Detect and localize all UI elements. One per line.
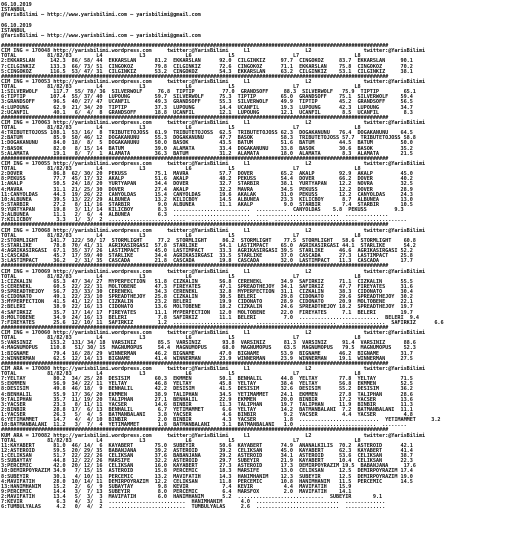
race-row: 5:STARBIR 27.2 8/ 11/ 16 STARBIR 9.0 ALBUNEA 11.1 AKALP 9.0 STARBIR 7.4 STARBIR 10.5 xyxy=(1,201,413,208)
race-row: 5:SUBAYTAY 44.8 12/ 22/ 26 MARSIFE 32.2 ASTEROID 29.7 SUBEYIR 21.9 KAYABERT 10.4 CELIKSAN 22.3 xyxy=(1,458,413,465)
race-row: 1:SILVERWOLF 117.7 55/ 78/ 36 SILVERWOLF 76.8 TIPTIP 77.0 GRANDSOFF 88.3 SILVERWOLF 75.9 TIPTIP 65.1 xyxy=(1,89,416,96)
race-header: KUM ARA = 170082 http://yarisbilimi.wordpress.com twitter:@YarisBilimi L1 L2 twitter:@YarisBilimi xyxy=(1,432,426,439)
race-row: 9:SPREADTHEJOY 56.7 23/ 33/ 30 CERENEKL 34.3 CERENEKL 32.8 MYPERFECTION 31.1 CIZKALIN 38.3 CIDONATO 30.4 xyxy=(1,289,413,295)
section-divider: ############################################################################################################################## xyxy=(1,73,389,80)
race-row: 4:MAGNUMOPUS 110.8 51/ 30/ 15 MAGNUMOPUS 54.4 MAGNUMOPUS 68.0 MAGNUMOPUS 63.5 MAGNUMOPUS 79.5 MAGNUMOPUS 52.3 xyxy=(1,345,416,352)
race-row: 4:SAFIRKIZ 35.7 17/ 14/ 17 FIREYATES 11.1 MYPERFECTION 12.0 MOLTOBENE 22.0 FIREYATES 7.1 BELERI 19.7 xyxy=(1,309,413,316)
race-row: 2:BELERI 38.9 22/ 16/ 13 CIDONATO 13.6 MOLTOBENE 18.2 CIZKALIN 24.6 SPREADTHEJOY 18.2 SPREADTHEJOY 19.7 xyxy=(1,304,413,311)
header-line: ISTANBUL xyxy=(1,7,26,14)
column-header: TOTAL 81/82/83 L4 L3 L6 L5 L7 L8 xyxy=(1,84,361,90)
race-row: 3:ALBUNEA 11.1 2/ 6/ 4 ALBUNEA 6.3 ......................... ........................... .............. xyxy=(1,212,389,219)
race-header: CIM ING = 170063 http://yarisbilimi.wordpress.com twitter:@YarisBilimi L1 L2 twitter:@YarisBilimi xyxy=(1,119,426,126)
race-header: CIM ING = 170055 http://yarisbilimi.wordpress.com twitter:@YarisBilimi L1 L2 twitter:@YarisBilimi xyxy=(1,160,426,167)
race-row: 11:KAYABERT 81.0 46/ 14/ 6 KAYABERT 75.0 SUBEYIR 50.6 KAYABERT 74.9 ANANALKILIS 70.2 ASTEROID 42.1 xyxy=(1,442,413,449)
race-row: 10:DEMIRPOYRAZIM 34.9 7/ 15/ 15 ASTEROID 15.8 PERCEMIC 18.3 MARSIFE 13.0 CELIKSAN 12.5 DEMIRPOYRAZIM 17.4 xyxy=(1,468,413,475)
race-row: 8:SUBEYIR 30.1 4/ 10/ 11 PERCEMIC 13.2 MAVIFATIH 14.3 HANIMHANIM 12.3 SUBEYIR 12.5 DEMIRPOYRAZIM 19.0 xyxy=(1,473,413,480)
header-line: 06.10.2019 xyxy=(1,22,32,29)
race-row: 4:MAVIFATIH 28.0 10/ 14/ 11 DEMIRPOYRAZIM 12.2 CELIKSAN 11.8 PERCEMIC 10.8 HANIMHANIM 11.5 PERCEMIC 14.5 xyxy=(1,478,413,485)
race-row: 2:DOVER 86.8 62/ 30/ 20 PEKUSS 75.1 MAVRA 57.7 DOVER 65.2 AKALP 92.9 AKALP 45.0 xyxy=(1,171,413,178)
race-row: 11:CANYOLDAS 44.3 19/ 26/ 22 CANYOLDAS 15.4 CANYOLDAS 19.6 AKALAK 31.0 PEKUSS 12.2 CANYOLDAS 24.3 xyxy=(1,191,413,198)
race-row: 7:BASOK 82.0 8/ 15/ 14 BATUM 39.0 ALAMATA 33.4 DOGAKANUNU 33.8 BASOK 30.6 BASOK 35.2 xyxy=(1,145,413,152)
race-header: CIM ING = 170060 http://yarisbilimi.wordpress.com twitter:@YarisBilimi L1 L2 twitter:@YarisBilimi xyxy=(1,330,426,336)
column-header: TOTAL 81/82/83 L4 L3 L6 L5 L7 L8 xyxy=(1,371,361,377)
race-row: 7:KILICBOY 3.3 1/ 3/ 2 ......................... ......................... ........................... .............. xyxy=(1,217,407,224)
race-row: 4:LUPOUNG 62.9 21/ 34/ 20 TIPTIP 37.3 LUPOUNG 14.4 UCANFIL 19.3 LUPOUNG 42.3 LUPOUNG 34.7 xyxy=(1,104,413,111)
race-row: 13:HANIMHANIM 15.2 2/ 6/ 9 SUBAYTAY 9.8 KEVIR 7.4 KEVIR 4.4 MAVIFATIH 15.9 xyxy=(1,483,352,490)
race-row: 2:MAVIFATIH 13.4 5/ 3/ 3 MAVIFATIH 6.0 HANIMHANIM 5.2 ............................ SUBEYIR 9.1 xyxy=(1,494,383,500)
race-row: 4:TRIBUTETOJOSS 108.1 53/ 16/ 8 TRIBUTETOJOSS 61.9 TRIBUTETOJOSS 62.5 TRIBUTETOJOSS 62.3 DOGAKANUNU 76.4 DOGAKANUNU 64.5 xyxy=(1,130,413,137)
race-row: 10:BATMANBALANI 11.2 3/ 7/ 4 YETIMAMMET 1.8 BATMANBALANI 3.1 BATMANBALANI 1.0 ......................... ........ xyxy=(1,422,407,429)
race-row: 3:MYPERFECTION 41.5 41/ 12/ 13 CIZKALIN 23.2 BELERI 19.9 CIDONATO 28.9 CIDONATO 20.9 MOLTOBENE 22.1 xyxy=(1,299,413,306)
race-row: 1:CELIKSAN 51.7 22/ 22/ 26 CELIKSAN 37.6 BABANJANA 29.2 ASTEROID 34.1 ASTEROID 53.6 CELIKSAN 38.7 xyxy=(1,453,413,459)
race-row: 7:CILGINKIZ 133.3 66/ 73/ 51 CINGOKOZ 79.8 CILGINKIZ 72.6 CINGOKOZ 71.1 EKKARSLAN 75.8 CINGOKOZ 70.2 xyxy=(1,63,413,70)
race-row: 8:PEKUSS 77.7 45/ 17/ 32 AKALP 51.6 AKALP 48.2 PEKUSS 54.4 DOVER 66.2 DOVER 40.2 xyxy=(1,176,413,183)
race-row: 5:ALAMATA 19.1 8/ 7/ 1 ALAMATA 36.3 BATUM 31.2 ALAMATA 18.0 ALAMATA 8.3 ALAMATA 21.5 xyxy=(1,150,413,157)
column-header: TOTAL 81/82/83 L4 L3 L6 L5 L7 L8 xyxy=(1,53,361,60)
race-row: 5:CERENEKL 60.5 22/ 22/ 31 MOLTOBENE 47.3 FIREYATES 47.1 SPREADTHEJOY 34.1 SAFIRKIZ 47.7 FIREYATES 31.6 xyxy=(1,283,413,290)
race-row: 9:PERCEMIC 14.4 3/ 7/ 13 SUBEYIR 8.0 PERCEMIC 6.4 MARSFOX 2.0 MAVIFATIH 14.1 xyxy=(1,488,352,495)
race-row: 8:MOLTOBENE 34.9 24/ 16/ 13 BELERI 7.8 SAFIRKIZ 11.1 BELERI 7.0 .......................... BELERI 9.4 xyxy=(1,314,419,321)
section-divider: ############################################################################################################################## xyxy=(1,155,389,162)
race-row: 12:ASTEROID 59.5 20/ 29/ 35 BABANJANA 39.2 ASTEROID 39.2 CELIKSAN 45.0 KAYABERT 62.3 KAYABERT 41.4 xyxy=(1,447,413,454)
race-row: 9:YURTYAPAN 19.8 3/ 11/ 14 KILICBOY 8.3 ......................... .......... CANYOLDAS 5.8 PEKUSS 9.3 xyxy=(1,207,404,213)
race-row: 5:EKMMEN 56.9 34/ 22/ 11 YELTAY 46.8 YELTAY 45.8 YELTAY 38.4 YELTAY 56.8 EKMMEN 52.5 xyxy=(1,381,413,388)
race-row: 8:DESISIM 49.8 46/ 18/ 9 BENHALIL 42.2 DESISIM 41.5 DESISIM 32.6 DESISIM 55.2 DESISIM 36.2 xyxy=(1,386,413,393)
column-header: TOTAL 81/82/83 L4 L3 L6 L5 L7 L8 xyxy=(1,335,361,342)
race-row: 1:CIZKALIN 65.3 47/ 34/ 27 MYPERFECTION 51.8 CIZKALIN 56.8 CERENEKL 34.9 SAFIRKIZ 71.1 CIZKALIN 55.5 xyxy=(1,278,413,285)
race-row: 9:TALIPHAN 35.7 11/ 19/ 20 TALIPHAN 27.1 BENHALIL 22.9 EKMMEN 20.0 BINBIR 17.2 YACSER 13.6 xyxy=(1,396,413,403)
column-header: TOTAL 81/82/83 L4 L3 L6 L5 L7 L8 xyxy=(1,125,361,131)
race-row: 6:CIDONATO 49.1 22/ 23/ 10 SPREADTHEJOY 25.8 CIZKALIN 30.5 BELERI 29.8 CIDONATO 29.6 SPREADTHEJOY 30.2 xyxy=(1,294,413,301)
race-row: 3:LASTIMPACT 36.2 2/ 31/ 35 CASCADA 21.8 CASCADA 19.8 CASCADA 32.0 LASTIMPACT 11.3 CASCADA 17.7 xyxy=(1,258,413,265)
section-divider: ############################################################################################################################## xyxy=(1,114,389,121)
race-header: CIM ARA = 170080 http://yarisbilimi.wordpress.com twitter:@YarisBilimi L1 L2 twitter:@YarisBilimi xyxy=(1,365,426,372)
race-row: 3:YACSER 23.3 8/ 11/ 11 YACSER 14.6 BINBIR 11.3 TALIPHAN 19.7 TALIPHAN 11.9 BINBIR 11.3 xyxy=(1,401,413,408)
race-row: 5:VARSINIZ 153.2 131/ 34/ 18 VARSINIZ 85.5 VARSINIZ 93.8 VARSINIZ 81.3 VARSINIZ 91.4 VARSINIZ 88.6 xyxy=(1,340,416,347)
section-divider: ############################################################################################################################## xyxy=(1,360,389,367)
race-row: 10:ALBUNEA 39.5 13/ 22/ 29 ALBUNEA 13.2 KILICBOY 14.5 ALBUNEA 23.3 KILICBOY 8.7 ALBUNEA 13.0 xyxy=(1,196,413,203)
race-row: 3:GRANDSOFF 96.5 40/ 27/ 47 UCANFIL 49.3 GRANDSOFF 55.3 SILVERWOLF 49.9 TIPTIP 45.2 GRANDSOFF 56.5 xyxy=(1,99,413,106)
race-row: 5:CINGOKOZ 116.5 53/ 47/ 31 CILGINKIZ 53.2 CINGOKOZ 54.3 EKKARSLAN 63.2 CILGINKIZ 53.1 CILGINKIZ 38.1 xyxy=(1,68,413,75)
race-row: 2:UCANFIL 40.1 6/ 4/ 8 GRANDSOFF 18.8 UCANFIL 12.1 LUPOUNG 12.1 UCANFIL 8.5 UCANFIL 8.3 xyxy=(1,109,413,116)
race-row: 2:WINNERMAN 62.5 12/ 14/ 13 BIGNAME 41.4 WINNERMAN 23.9 WINNERMAN 23.9 WINNERMAN 19.1 WINNERMAN 27.5 xyxy=(1,355,413,362)
race-row: 2:BINBIR 28.8 17/ 6/ 13 BENHALIL 6.7 YETIMAMMET 6.6 YELTAY 14.2 BATMANBALANI 7.2 BATMANBALANI 11.1 xyxy=(1,406,413,413)
section-divider: ############################################################################################################################## xyxy=(1,427,389,434)
race-row: 2:STORMLIGHT 141.7 122/ 50/ 17 STORMLIGHT 77.2 STORMLIGHT 86.2 STORMLIGHT 77.5 STORMLIGHT 58.6 STORMLIGHT 60.8 xyxy=(1,237,416,244)
race-row: 6:TIPTIP 107.4 55/ 37/ 40 LUPOUNG 59.7 SILVERWOLF 75.3 TIPTIP 65.0 GRANDSOFF 75.1 SILVERWOLF 59.4 xyxy=(1,94,413,101)
race-row: 1:CASCADA 45.7 17/ 59/ 40 STARLIKE 34.4 AGRIKASIRGASI 33.5 STARLIKE 37.0 CASCADA 27.3 LASTIMPACT 25.8 xyxy=(1,253,413,260)
column-header: TOTAL 81/82/83 L4 L3 L6 L5 L7 L8 xyxy=(1,273,361,280)
race-header: CIM ING = 170053 http://yarisbilimi.wordpress.com twitter:@YarisBilimi L1 L2 twitter:@YarisBilimi xyxy=(1,78,426,85)
race-row: 6:YETIMAMMET 14.7 4/ 4/ 10 BINBIR 2.0 BINBIR 4.3 YACSER 1.8 .......................... YETIMAMMET 3.2 xyxy=(1,417,441,424)
section-divider: ############################################################################################################################## xyxy=(1,263,389,270)
race-row: 4:AGRIKASIRGASI 67.1 35/ 37/ 26 LASTIMPACT 45.0 LASTIMPACT 33.3 AGRIKASIRGASI 39.5 STARLIKE 46.6 AGRIKASIRGASI 52.2 xyxy=(1,248,413,254)
header-line: 06.10.2019 xyxy=(1,2,32,8)
race-header: CIM ING = 170068 http://yarisbilimi.wordpress.com twitter:@YarisBilimi L1 L2 twitter:@YarisBilimi xyxy=(1,227,426,234)
header-line: @YarisBilimi — http://www.yarisbilimi.com — yarisbilimi@gmail.com xyxy=(1,12,201,19)
race-row: 4:BENHALIL 55.9 17/ 36/ 20 EKMMEN 38.9 TALIPHAN 34.5 YETIMAMMET 24.1 EKMMEN 27.8 TALIPHAN 28.6 xyxy=(1,391,413,398)
race-row: 7:YELTAY 80.2 34/ 25/ 28 DESISIM 60.3 EKMMEN 50.1 BENHALIL 44.8 YELTAY 77.8 YELTAY 71.5 xyxy=(1,376,413,383)
race-row: 7:FIREYATES 25.6 12/ 10/ 11 SAFIRKIZ 1.2 ......................... .......................... .............. SAFIRKIZ 6.6 xyxy=(1,319,444,326)
race-row: 2:BATUM 85.9 50/ 46/ 12 DOGAKANUNU 55.3 DOGAKANUNU 47.7 BASOK 58.3 TRIBUTETOJOSS 57.7 TRIBUTETOJOSS 58.8 xyxy=(1,135,416,142)
column-header: TOTAL 81/82/83 L4 L3 L6 L5 L7 L8 xyxy=(1,232,361,239)
section-divider: ############################################################################################################################## xyxy=(1,43,389,49)
race-row: 7:KEVIR 6.3 4/ 3/ 1 ......................... HANIMHANIM 4.0 ........................... ............. xyxy=(1,499,386,506)
section-divider: ############################################################################################################################## xyxy=(1,324,389,331)
column-header: TOTAL 81/82/83 L4 L3 L6 L5 L7 L8 xyxy=(1,166,361,172)
race-row: 2:EKKARSLAN 142.3 86/ 58/ 44 EKKARSLAN 81.2 EKKARSLAN 92.0 CILGINKIZ 97.7 CINGOKOZ 83.7 EKKARSLAN 90.1 xyxy=(1,58,413,65)
race-row: 1:YACSER 26.3 5/ 4/ 5 BATMANBALANI 3.8 YACSER 4.6 BINBIR 9.2 YACSER 4.4 YACSER 4.8 xyxy=(1,412,413,418)
race-header: CIM ING = 170048 http://yarisbilimi.wordpress.com twitter:@YarisBilimi L1 L2 twitter:@YarisBilimi xyxy=(1,48,426,55)
race-row: 1:AKALP 50.5 24/ 18/ 20 YURTYAPAN 34.4 DOVER 32.7 STARBIR 38.1 YURTYAPAN 12.2 NOVRA 32.5 xyxy=(1,181,413,188)
race-row: 1:DOGAKANUNU 84.0 18/ 8/ 5 DOGAKANUNU 50.0 BASOK 43.5 BATUM 51.6 BATUM 44.5 BATUM 50.0 xyxy=(1,140,413,147)
race-row: 1:BIGNAME 79.4 16/ 28/ 29 WINNERMAN 46.2 BIGNAME 47.0 BIGNAME 53.9 BIGNAME 46.2 BIGNAME 31.7 xyxy=(1,350,413,357)
race-row: 5:STARLIKE 78.8 70/ 41/ 31 AGRIKASIRGASI 57.8 STARLIKE 54.1 LASTIMPACT 65.0 AGRIKASIRGASI 44.1 STARLIKE 54.2 xyxy=(1,242,416,249)
race-row: 3:PERCEMIC 42.0 20/ 12/ 16 CELIKSAN 16.0 KAYABERT 27.3 ASTEROID 17.3 DEMIRPOYRAZIM 19.5 BABANJANA 17.6 xyxy=(1,463,416,470)
race-row: 4:MAVRA 31.1 21/ 25/ 30 DOVER 27.4 AKALP 32.2 MAVRA 34.5 PEKUSS 12.2 DOVER 28.9 xyxy=(1,186,413,193)
column-header: TOTAL 81/82/83 L4 L3 L6 L5 L7 L8 xyxy=(1,437,361,444)
section-divider: ############################################################################################################################## xyxy=(1,222,389,229)
race-header: CIM ING = 170069 http://yarisbilimi.wordpress.com twitter:@YarisBilimi L1 L2 twitter:@YarisBilimi xyxy=(1,268,426,275)
header-line: @YarisBilimi — http://www.yarisbilimi.com — yarisbilimi@gmail.com xyxy=(1,32,201,39)
race-row: 6:TUMBULYALAS 4.2 0/ 4/ 2 ......................... TUMBULYALAS 2.6 ........................... ............. xyxy=(1,504,386,511)
header-line: ISTANBUL xyxy=(1,27,26,34)
